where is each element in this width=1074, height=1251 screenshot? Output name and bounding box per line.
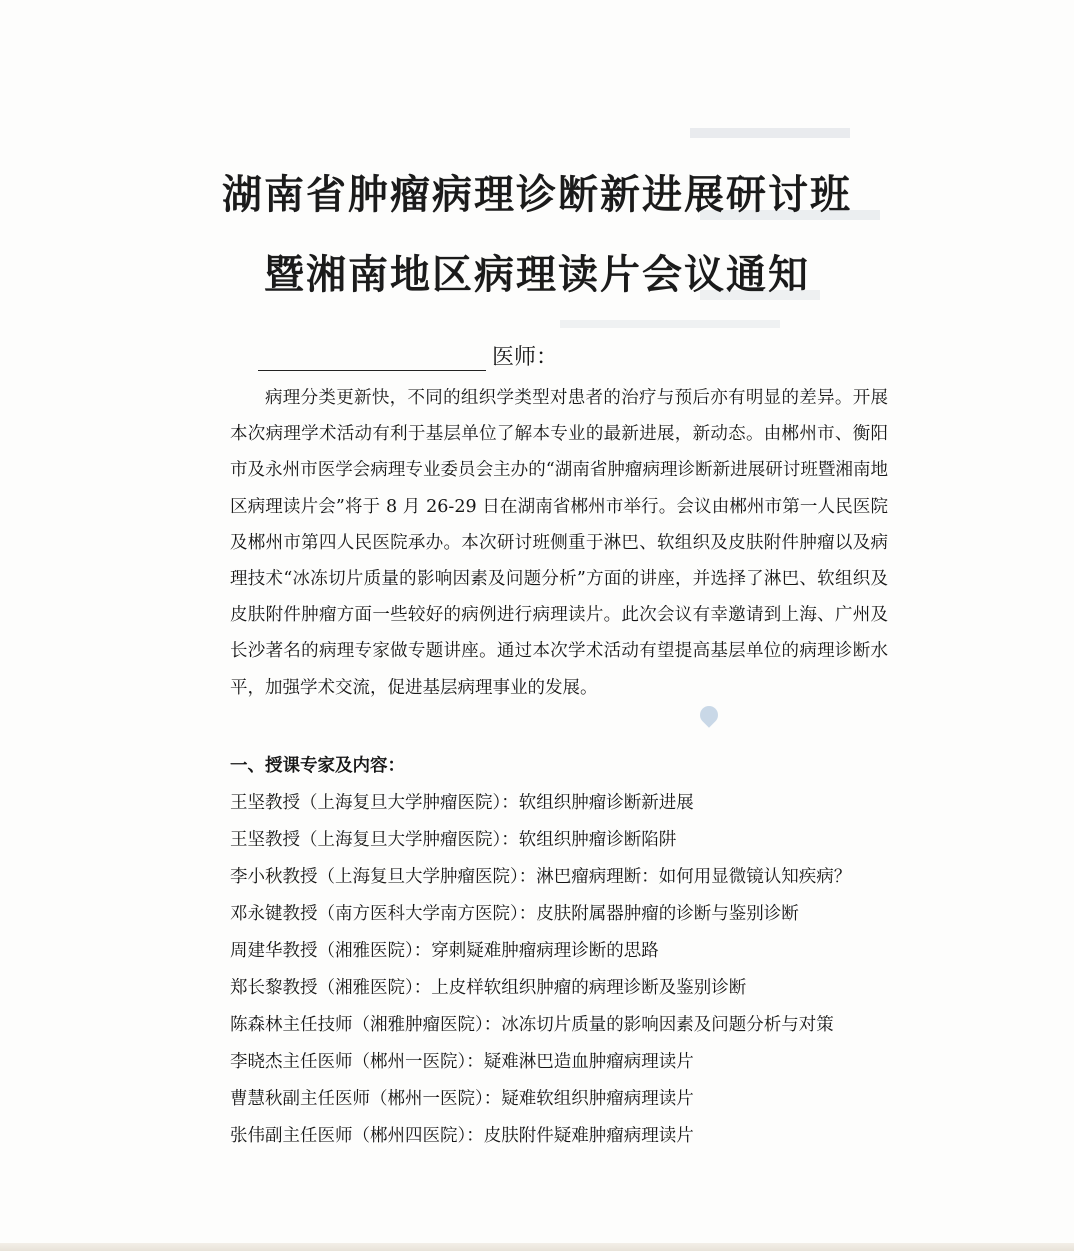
recipient-name-blank — [258, 340, 486, 371]
speaker-item: 陈森林主任技师（湘雅肿瘤医院）：冰冻切片质量的影响因素及问题分析与对策 — [230, 1015, 834, 1035]
salutation — [258, 340, 558, 374]
speaker-item: 曹慧秋副主任医师（郴州一医院）：疑难软组织肿瘤病理读片 — [230, 1089, 694, 1109]
bleed-through-mark — [560, 320, 780, 328]
speaker-item: 王坚教授（上海复旦大学肿瘤医院）：软组织肿瘤诊断新进展 — [230, 793, 694, 813]
document-title-line-1: 湖南省肿瘤病理诊断新进展研讨班 — [222, 172, 852, 218]
speaker-item: 邓永键教授（南方医科大学南方医院）：皮肤附属器肿瘤的诊断与鉴别诊断 — [230, 904, 799, 924]
document-title-line-2: 暨湘南地区病理读片会议通知 — [264, 252, 810, 298]
body-paragraph: 病理分类更新快，不同的组织学类型对患者的治疗与预后亦有明显的差异。开展本次病理学术活动有利于基层单位了解本专业的最新进展，新动态。由郴州市、衡阳市及永州市医学会病理专业委员会主办的“湖南省肿瘤病理诊断新进展研讨班暨湘南地区病理读片会”将于 8 月 26-29 日在湖南省郴州市举行。会议由郴州市第一人民医院及郴州市第四人民医院承办。本次研讨班侧重于淋巴、软组织及皮肤附件肿瘤以及病理技术“冰冻切片质量的影响因素及问题分析”方面的讲座，并选择了淋巴、软组织及皮肤附件肿瘤方面一些较好的病例进行病理读片。此次会议有幸邀请到上海、广州及长沙著名的病理专家做专题讲座。通过本次学术活动有望提高基层单位的病理诊断水平，加强学术交流，促进基层病理事业的发展。 — [230, 388, 888, 698]
speaker-item: 李小秋教授（上海复旦大学肿瘤医院）：淋巴瘤病理断：如何用显微镜认知疾病？ — [230, 867, 852, 887]
section-heading: 一、授课专家及内容： — [230, 756, 405, 776]
speaker-item: 李晓杰主任医师（郴州一医院）：疑难淋巴造血肿瘤病理读片 — [230, 1052, 694, 1072]
map-pin-icon — [696, 702, 721, 727]
speaker-list — [230, 785, 910, 1155]
speaker-item: 王坚教授（上海复旦大学肿瘤医院）：软组织肿瘤诊断陷阱 — [230, 830, 677, 850]
speaker-item: 郑长黎教授（湘雅医院）：上皮样软组织肿瘤的病理诊断及鉴别诊断 — [230, 978, 747, 998]
bleed-through-mark — [690, 128, 850, 138]
page-bottom-edge — [0, 1243, 1074, 1251]
salutation-label: 医师： — [492, 345, 559, 370]
speaker-item: 张伟副主任医师（郴州四医院）：皮肤附件疑难肿瘤病理读片 — [230, 1126, 694, 1146]
speaker-item: 周建华教授（湘雅医院）：穿刺疑难肿瘤病理诊断的思路 — [230, 941, 659, 961]
